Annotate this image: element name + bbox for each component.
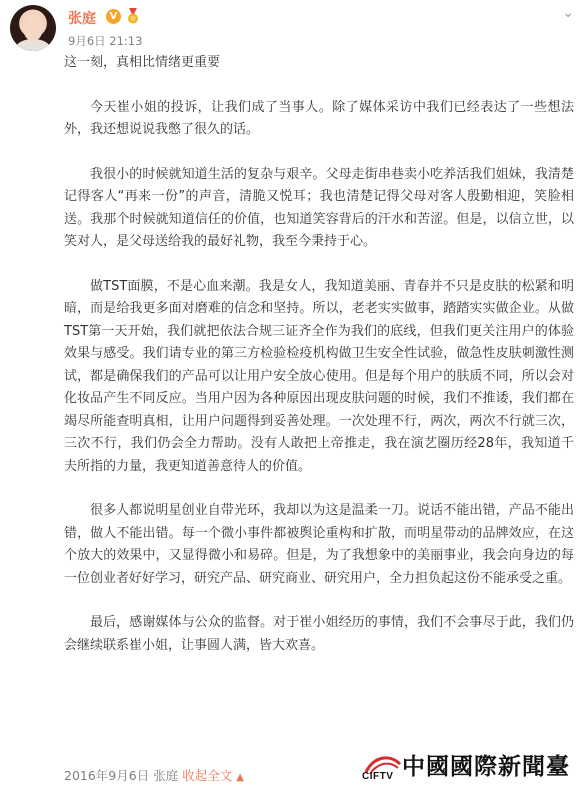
collapse-chevron-icon[interactable]: ▲ bbox=[236, 772, 244, 783]
paragraph-5: 最后，感谢媒体与公众的监督。对于崔小姐经历的事情，我们不会事尽于此，我们仍会继续联系崔小姐，让事圆人满，皆大欢喜。 bbox=[64, 615, 574, 653]
verified-badge-icon[interactable]: V bbox=[106, 9, 121, 24]
footer-date: 2016年9月6日 bbox=[64, 768, 150, 783]
medal-icon[interactable] bbox=[125, 8, 141, 24]
paragraph-3: 做TST面膜，不是心血来潮。我是女人，我知道美丽、青春并不只是皮肤的松紧和明暗，而是给我更多面对磨难的信念和坚持。所以，老老实实做事，踏踏实实做企业。从做TST第一天开始，我们就把依法合规三证齐全作为我们的底线，但我们更关注用户的体验效果与感受。我们请专业的第三方检验检疫机构做卫生安全性试验，做急性皮肤刺激性测试，都是确保我们的产品可以让用户安全放心使用。但是每个用户的肤质不同，所以会对化妆品产生不同反应。当用户因为各种原因出现皮肤问题的时候，我们不推诿，我们都在竭尽所能查明真相，让用户问题得到妥善处理。一次处理不行，两次，两次不行就三次，三次不行，我们仍会全力帮助。没有人敢把上帝推走，我在演艺圈历经28年，我知道千夫所指的力量，我更知道善意待人的价值。 bbox=[64, 278, 574, 474]
watermark-logo-text: CIFTV bbox=[362, 771, 394, 782]
avatar[interactable] bbox=[10, 5, 56, 51]
author-name[interactable]: 张庭 bbox=[68, 11, 96, 27]
post-body bbox=[64, 52, 574, 657]
avatar-face bbox=[23, 15, 43, 41]
paragraph-1: 今天崔小姐的投诉，让我们成了当事人。除了媒体采访中我们已经表达了一些想法外，我还想说说我憋了很久的话。 bbox=[64, 99, 574, 137]
paragraph-2: 我很小的时候就知道生活的复杂与艰辛。父母走街串巷卖小吃养活我们姐妹，我清楚记得客人“再来一份”的声音，清脆又悦耳；我也清楚记得父母对客人殷勤相迎，笑脸相送。我那个时候就知道信任的价值，也知道笑容背后的汗水和苦涩。但是，以信立世，以笑对人，是父母送给我的最好礼物，我至今秉持于心。 bbox=[64, 166, 574, 249]
watermark-text: 中國國際新聞臺 bbox=[402, 754, 570, 780]
post-timestamp[interactable]: 9月6日 21:13 bbox=[68, 34, 143, 48]
post-footer bbox=[64, 766, 244, 784]
footer-author[interactable]: 张庭 bbox=[153, 768, 179, 783]
chevron-down-icon[interactable]: ⌄ bbox=[562, 5, 574, 21]
paragraph-4: 很多人都说明星创业自带光环，我却以为这是温柔一刀。说话不能出错，产品不能出错，做人不能出错。每一个微小事件都被舆论重构和扩散，而明星带动的品牌效应，在这个放大的效果中，又显得微小和易碎。但是，为了我想象中的美丽事业，我会向身边的每一位创业者好好学习，研究产品、研究商业、研究用户，全力担负起这份不能承受之重。 bbox=[64, 503, 574, 586]
collapse-button[interactable]: 收起全文 bbox=[182, 768, 233, 783]
post-headline: 这一刻，真相比情绪更重要 bbox=[64, 55, 221, 70]
